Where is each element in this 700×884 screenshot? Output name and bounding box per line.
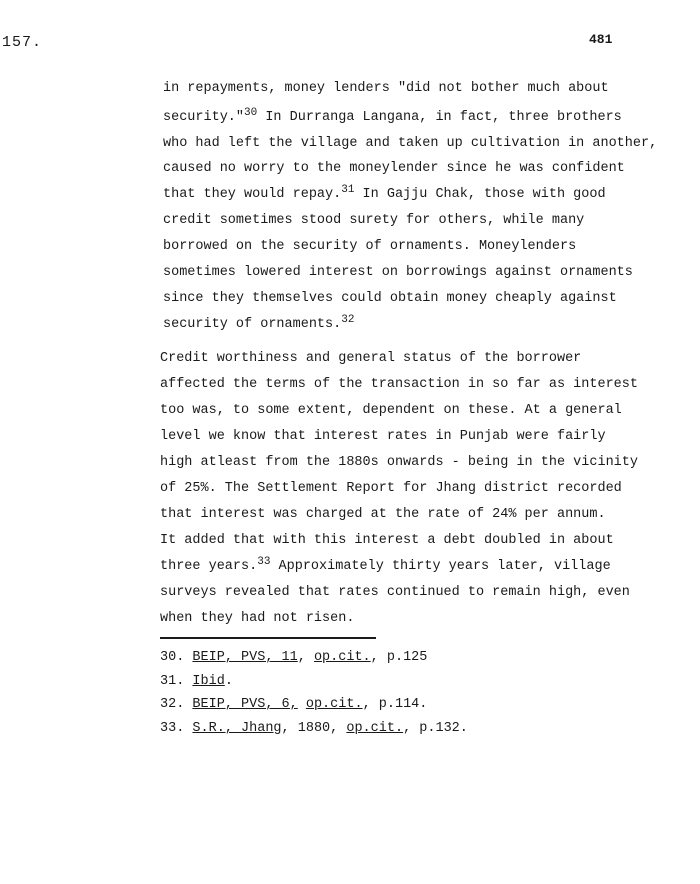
body-line-text: In Gajju Chak, those with good (354, 187, 606, 202)
body-line-text: that they would repay. (163, 187, 342, 202)
body-line (160, 507, 606, 522)
footnote-number: 33. (160, 721, 185, 736)
body-line-text: when they had not risen. (160, 611, 355, 626)
body-line (163, 314, 355, 332)
body-line (160, 611, 354, 626)
footnote-number: 31. (160, 674, 185, 689)
body-line-text: caused no worry to the moneylender since he was confident (163, 161, 625, 176)
footnote-ref: 32 (341, 314, 355, 326)
footnote (160, 697, 427, 712)
footnote-citation: op.cit. (313, 650, 371, 665)
footnote-page: , p.114. (362, 697, 428, 712)
body-line-text: of 25%. The Settlement Report for Jhang district recorded (160, 481, 622, 496)
body-line-text: who had left the village and taken up cultivation in another, (163, 136, 658, 151)
body-line (160, 377, 638, 392)
body-line (160, 403, 622, 418)
footnote-source: BEIP, PVS, 6, (192, 697, 298, 712)
footnote (160, 674, 233, 689)
body-line (163, 161, 625, 176)
body-line (160, 556, 611, 574)
footnote-citation: op.cit. (305, 697, 363, 712)
footnote (160, 721, 468, 736)
footnote-separator (298, 697, 306, 712)
footnote (160, 650, 427, 665)
body-line-text: three years. (160, 559, 258, 574)
footnote-separator: , 1880, (281, 721, 347, 736)
body-line (160, 481, 622, 496)
body-line-text: too was, to some extent, dependent on these. At a general (160, 403, 622, 418)
body-line (160, 455, 638, 470)
body-line (160, 533, 614, 548)
body-line (163, 291, 617, 306)
footnote-source: BEIP, PVS, 11 (192, 650, 298, 665)
body-line-text: high atleast from the 1880s onwards - being in the vicinity (160, 455, 638, 470)
footnote-ref: 33 (257, 556, 271, 568)
body-line (160, 351, 581, 366)
body-line-text: affected the terms of the transaction in so far as interest (160, 377, 638, 392)
body-line (163, 213, 584, 228)
footnote-page: , p.125 (370, 650, 428, 665)
body-line (163, 265, 633, 280)
body-line-text: in repayments, money lenders "did not bother much about (163, 81, 609, 96)
body-line-text: surveys revealed that rates continued to remain high, even (160, 585, 630, 600)
body-line (160, 429, 606, 444)
footnote-number: 32. (160, 697, 185, 712)
page-number: 481 (589, 32, 613, 47)
body-line (163, 81, 609, 96)
footnote-separator: . (224, 674, 233, 689)
footnote-divider (160, 637, 376, 639)
body-line-text: that interest was charged at the rate of 24% per annum. (160, 507, 606, 522)
body-line-text: In Durranga Langana, in fact, three brothers (257, 110, 622, 125)
body-line (163, 184, 606, 202)
body-line (160, 585, 630, 600)
footnote-ref: 30 (244, 107, 258, 119)
body-line-text: Credit worthiness and general status of the borrower (160, 351, 582, 366)
body-line (163, 239, 576, 254)
footnote-source: Ibid (192, 674, 225, 689)
body-line-text: It added that with this interest a debt doubled in about (160, 533, 614, 548)
body-line (163, 107, 622, 125)
body-line-text: credit sometimes stood surety for others, while many (163, 213, 585, 228)
corner-page-mark: 157. (2, 34, 43, 51)
footnote-ref: 31 (341, 184, 355, 196)
footnote-page: , p.132. (403, 721, 468, 736)
footnote-number: 30. (160, 650, 185, 665)
body-line-text: level we know that interest rates in Punjab were fairly (160, 429, 606, 444)
footnote-separator: , (297, 650, 314, 665)
body-line-text: borrowed on the security of ornaments. Moneylenders (163, 239, 577, 254)
body-line-text: since they themselves could obtain money cheaply against (163, 291, 617, 306)
body-line-text: security." (163, 110, 245, 125)
body-line-text: security of ornaments. (163, 317, 342, 332)
body-line-text: Approximately thirty years later, village (270, 559, 611, 574)
footnote-source: S.R., Jhang (192, 721, 282, 736)
body-line (163, 136, 657, 151)
footnote-citation: op.cit. (346, 721, 404, 736)
body-line-text: sometimes lowered interest on borrowings against ornaments (163, 265, 633, 280)
